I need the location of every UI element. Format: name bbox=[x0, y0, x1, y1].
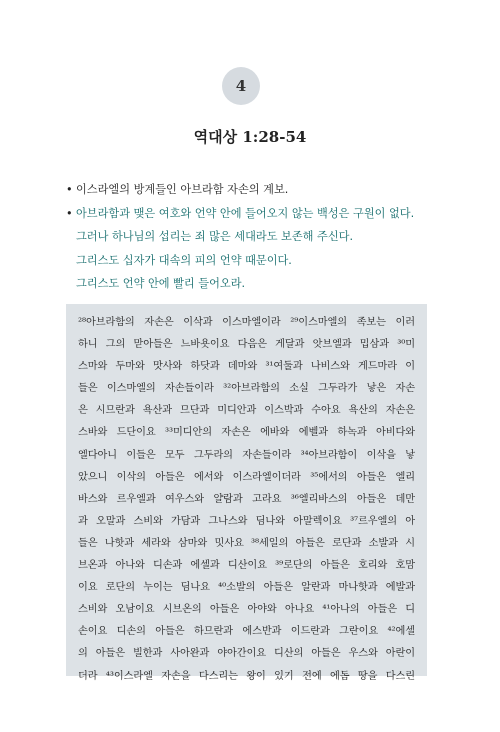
passage-line: 들은 나핫과 세라와 삼마와 밋사요 ³⁸세일의 아들은 로단과 소발과 시 bbox=[78, 537, 415, 549]
passage-line: 스바와 드단이요 ³³미디안의 자손은 에바와 에벨과 하녹과 아비다와 bbox=[78, 427, 415, 439]
passage-line: ²⁸아브라함의 자손은 이삭과 이스마엘이라 ²⁹이스마엘의 족보는 이러 bbox=[78, 317, 415, 328]
summary-item: 그리스도 십자가 대속의 피의 언약 때문이다. bbox=[76, 253, 292, 267]
passage-line: 손이요 디손의 아들은 하므란과 에스반과 이드란과 그란이요 ⁴²에셀 bbox=[78, 626, 415, 638]
bullet-dot: • bbox=[66, 206, 73, 220]
passage-line: 엘다아니 이들은 모두 그두라의 자손들이라 ³⁴아브라함이 이삭을 낳 bbox=[78, 449, 415, 461]
passage-line: 이요 로단의 누이는 딤나요 ⁴⁰소발의 아들은 알란과 마나핫과 에발과 bbox=[78, 582, 415, 594]
summary-item: • 이스라엘의 방계들인 아브라함 자손의 계보. bbox=[66, 178, 446, 202]
bullet-dot: • bbox=[66, 183, 73, 196]
passage-line: 더라 ⁴³이스라엘 자손을 다스리는 왕이 있기 전에 에돔 땅을 다스린 bbox=[78, 670, 415, 682]
passage-line: 스비와 오남이요 시브온의 아들은 아야와 아나요 ⁴¹아나의 아들은 디 bbox=[78, 604, 415, 616]
passage-line: 바스와 르우엘과 여우스와 얄람과 고라요 ³⁶엘리바스의 아들은 데만 bbox=[78, 493, 415, 505]
chapter-number-badge bbox=[222, 67, 260, 105]
passage-line: 았으니 이삭의 아들은 에서와 이스라엘이더라 ³⁵에서의 아들은 엘리 bbox=[78, 471, 415, 483]
summary-list bbox=[66, 178, 446, 296]
passage-line: 들은 이스마엘의 자손들이라 ³²아브라함의 소실 그두라가 낳은 자손 bbox=[78, 383, 415, 395]
passage-line: 과 오말과 스비와 가담과 그나스와 딤나와 아말렉이요 ³⁷르우엘의 아 bbox=[78, 515, 415, 527]
summary-item: 그리스도 언약 안에 빨리 들어오라. bbox=[76, 277, 246, 290]
summary-item: • 아브라함과 맺은 여호와 언약 안에 들어오지 않는 백성은 구원이 없다. bbox=[66, 202, 446, 226]
summary-item: 그러나 하나님의 섭리는 죄 많은 세대라도 보존해 주신다. bbox=[76, 230, 354, 243]
passage-line: 브온과 아나와 디손과 에셀과 디산이요 ³⁹로단의 아들은 호리와 호맘 bbox=[78, 560, 415, 572]
scripture-passage bbox=[66, 304, 427, 682]
chapter-number: 4 bbox=[235, 77, 247, 95]
page-title: 역대상 1:28-54 bbox=[193, 128, 307, 146]
passage-line: 은 시므란과 욕산과 므단과 미디안과 이스박과 수아요 욕산의 자손은 bbox=[78, 405, 415, 417]
passage-line: 의 아들은 빌한과 사아완과 야아간이요 디산의 아들은 우스와 아란이 bbox=[78, 648, 415, 660]
passage-line: 하니 그의 맏아들은 느바욧이요 다음은 게달과 앗브엘과 밉삼과 ³⁰미 bbox=[78, 339, 415, 351]
passage-line: 스마와 두마와 맛사와 하닷과 데마와 ³¹여둘과 나비스와 게드마라 이 bbox=[78, 361, 415, 373]
